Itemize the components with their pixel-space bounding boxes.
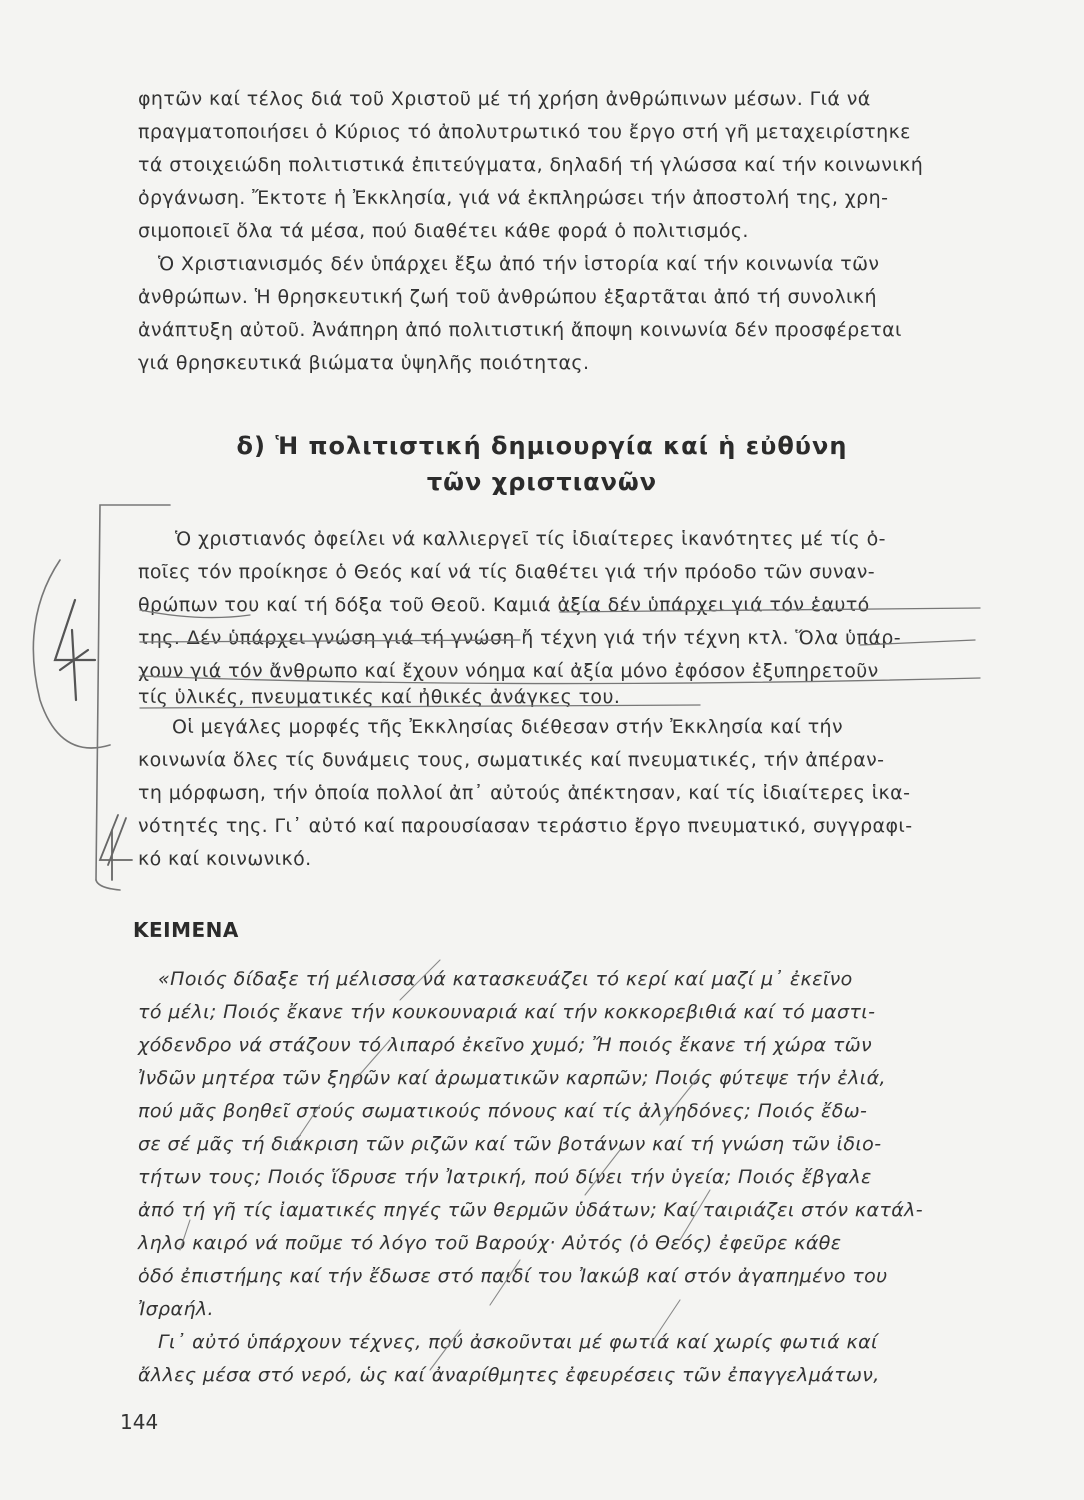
margin-double-four xyxy=(100,815,132,880)
paragraph-line: τη μόρφωση, τήν ὁποία πολλοί ἀπ᾿ αὐτούς ἀπέκτησαν, καί τίς ἰδιαίτερες ἱκα- xyxy=(138,782,911,804)
quote-line: πού μᾶς βοηθεῖ στούς σωματικούς πόνους καί τίς ἀλγηδόνες; Ποιός ἔδω- xyxy=(138,1100,868,1122)
quote-line: σε σέ μᾶς τή διάκριση τῶν ριζῶν καί τῶν βοτάνων καί τή γνώση τῶν ἰδιο- xyxy=(138,1133,882,1155)
paragraph-line: ἀνθρώπων. Ἡ θρησκευτική ζωή τοῦ ἀνθρώπου ἐξαρτᾶται ἀπό τή συνολική xyxy=(138,286,877,308)
paragraph-line: θρώπων του καί τή δόξα τοῦ Θεοῦ. Καμιά ἀξία δέν ὑπάρχει γιά τόν ἑαυτό xyxy=(138,594,870,616)
paragraph-line: πραγματοποιήσει ὁ Κύριος τό ἀπολυτρωτικό του ἔργο στή γῆ μεταχειρίστηκε xyxy=(138,121,911,143)
paragraph-line: ποῖες τόν προίκησε ὁ Θεός καί νά τίς διαθέτει γιά τήν πρόοδο τῶν συναν- xyxy=(138,561,876,583)
paragraph-line: κό καί κοινωνικό. xyxy=(138,848,312,870)
quote-line: Ἰσραήλ. xyxy=(138,1298,214,1320)
section-heading-line-2: τῶν χριστιανῶν xyxy=(426,468,658,496)
paragraph-line: σιμοποιεῖ ὅλα τά μέσα, πού διαθέτει κάθε φορά ὁ πολιτισμός. xyxy=(138,220,749,242)
quote-line: χόδενδρο νά στάζουν τό λιπαρό ἐκεῖνο χυμό; Ἤ ποιός ἔκανε τή χώρα τῶν xyxy=(138,1034,873,1056)
margin-arc xyxy=(33,560,110,748)
section-heading-line-1: δ) Ἡ πολιτιστική δημιουργία καί ἡ εὐθύνη xyxy=(236,432,848,460)
paragraph-line: φητῶν καί τέλος διά τοῦ Χριστοῦ μέ τή χρήση ἀνθρώπινων μέσων. Γιά νά xyxy=(138,88,871,110)
quote-line: τό μέλι; Ποιός ἔκανε τήν κουκουναριά καί τήν κοκκορεβιθιά καί τό μαστι- xyxy=(138,1001,876,1023)
paragraph-line: γιά θρησκευτικά βιώματα ὑψηλῆς ποιότητας. xyxy=(138,352,590,374)
paragraph-line: κοινωνία ὅλες τίς δυνάμεις τους, σωματικές καί πνευματικές, τήν ἀπέραν- xyxy=(138,749,885,771)
quote-line: ὁδό ἐπιστήμης καί τήν ἔδωσε στό παιδί του Ἰακώβ καί στόν ἀγαπημένο του xyxy=(138,1265,888,1287)
paragraph-line: Ὁ Χριστιανισμός δέν ὑπάρχει ἔξω ἀπό τήν ἱστορία καί τήν κοινωνία τῶν xyxy=(158,253,880,275)
paragraph-line: τά στοιχειώδη πολιτιστικά ἐπιτεύγματα, δηλαδή τή γλώσσα καί τήν κοινωνική xyxy=(138,154,924,176)
paragraph-line: της. Δέν ὑπάρχει γνώση γιά τή γνώση ἤ τέχνη γιά τήν τέχνη κτλ. Ὅλα ὑπάρ- xyxy=(138,627,901,649)
paragraph-line: ἀνάπτυξη αὐτοῦ. Ἀνάπηρη ἀπό πολιτιστική ἄποψη κοινωνία δέν προσφέρεται xyxy=(138,319,902,341)
paragraph-line: Ὁ χριστιανός ὀφείλει νά καλλιεργεῖ τίς ἰδιαίτερες ἱκανότητες μέ τίς ὁ- xyxy=(175,528,886,550)
quote-line: ἀπό τή γῆ τίς ἰαματικές πηγές τῶν θερμῶν ὑδάτων; Καί ταιριάζει στόν κατάλ- xyxy=(138,1199,924,1221)
margin-number-four xyxy=(55,600,95,700)
quote-line: Ἰνδῶν μητέρα τῶν ξηρῶν καί ἀρωματικῶν καρπῶν; Ποιός φύτεψε τήν ἐλιά, xyxy=(138,1067,886,1089)
quote-line: ἄλλες μέσα στό νερό, ὡς καί ἀναρίθμητες ἐφευρέσεις τῶν ἐπαγγελμάτων, xyxy=(138,1364,880,1386)
page-number: 144 xyxy=(120,1410,159,1434)
quote-line: «Ποιός δίδαξε τή μέλισσα νά κατασκευάζει τό κερί καί μαζί μ᾿ ἐκεῖνο xyxy=(158,968,853,990)
paragraph-line: νότητές της. Γι᾿ αὐτό καί παρουσίασαν τεράστιο ἔργο πνευματικό, συγγραφι- xyxy=(138,815,913,837)
quote-line: τήτων τους; Ποιός ἵδρυσε τήν Ἰατρική, πού δίνει τήν ὑγεία; Ποιός ἔβγαλε xyxy=(138,1166,872,1188)
paragraph-line: ὀργάνωση. Ἔκτοτε ἡ Ἐκκλησία, γιά νά ἐκπληρώσει τήν ἀποστολή της, χρη- xyxy=(138,187,889,209)
texts-section-label: ΚΕΙΜΕΝΑ xyxy=(133,918,239,942)
quote-line: Γι᾿ αὐτό ὑπάρχουν τέχνες, πού ἀσκοῦνται μέ φωτιά καί χωρίς φωτιά καί xyxy=(158,1331,878,1353)
quote-line: ληλο καιρό νά ποῦμε τό λόγο τοῦ Βαρούχ· Αὐτός (ὁ Θεός) ἐφεῦρε κάθε xyxy=(138,1232,842,1254)
paragraph-line: Οἱ μεγάλες μορφές τῆς Ἐκκλησίας διέθεσαν στήν Ἐκκλησία καί τήν xyxy=(172,716,843,738)
paragraph-line: τίς ὑλικές, πνευματικές καί ἠθικές ἀνάγκες του. xyxy=(138,686,621,708)
paragraph-line: χουν γιά τόν ἄνθρωπο καί ἔχουν νόημα καί ἀξία μόνο ἐφόσον ἐξυπηρετοῦν xyxy=(138,660,879,682)
